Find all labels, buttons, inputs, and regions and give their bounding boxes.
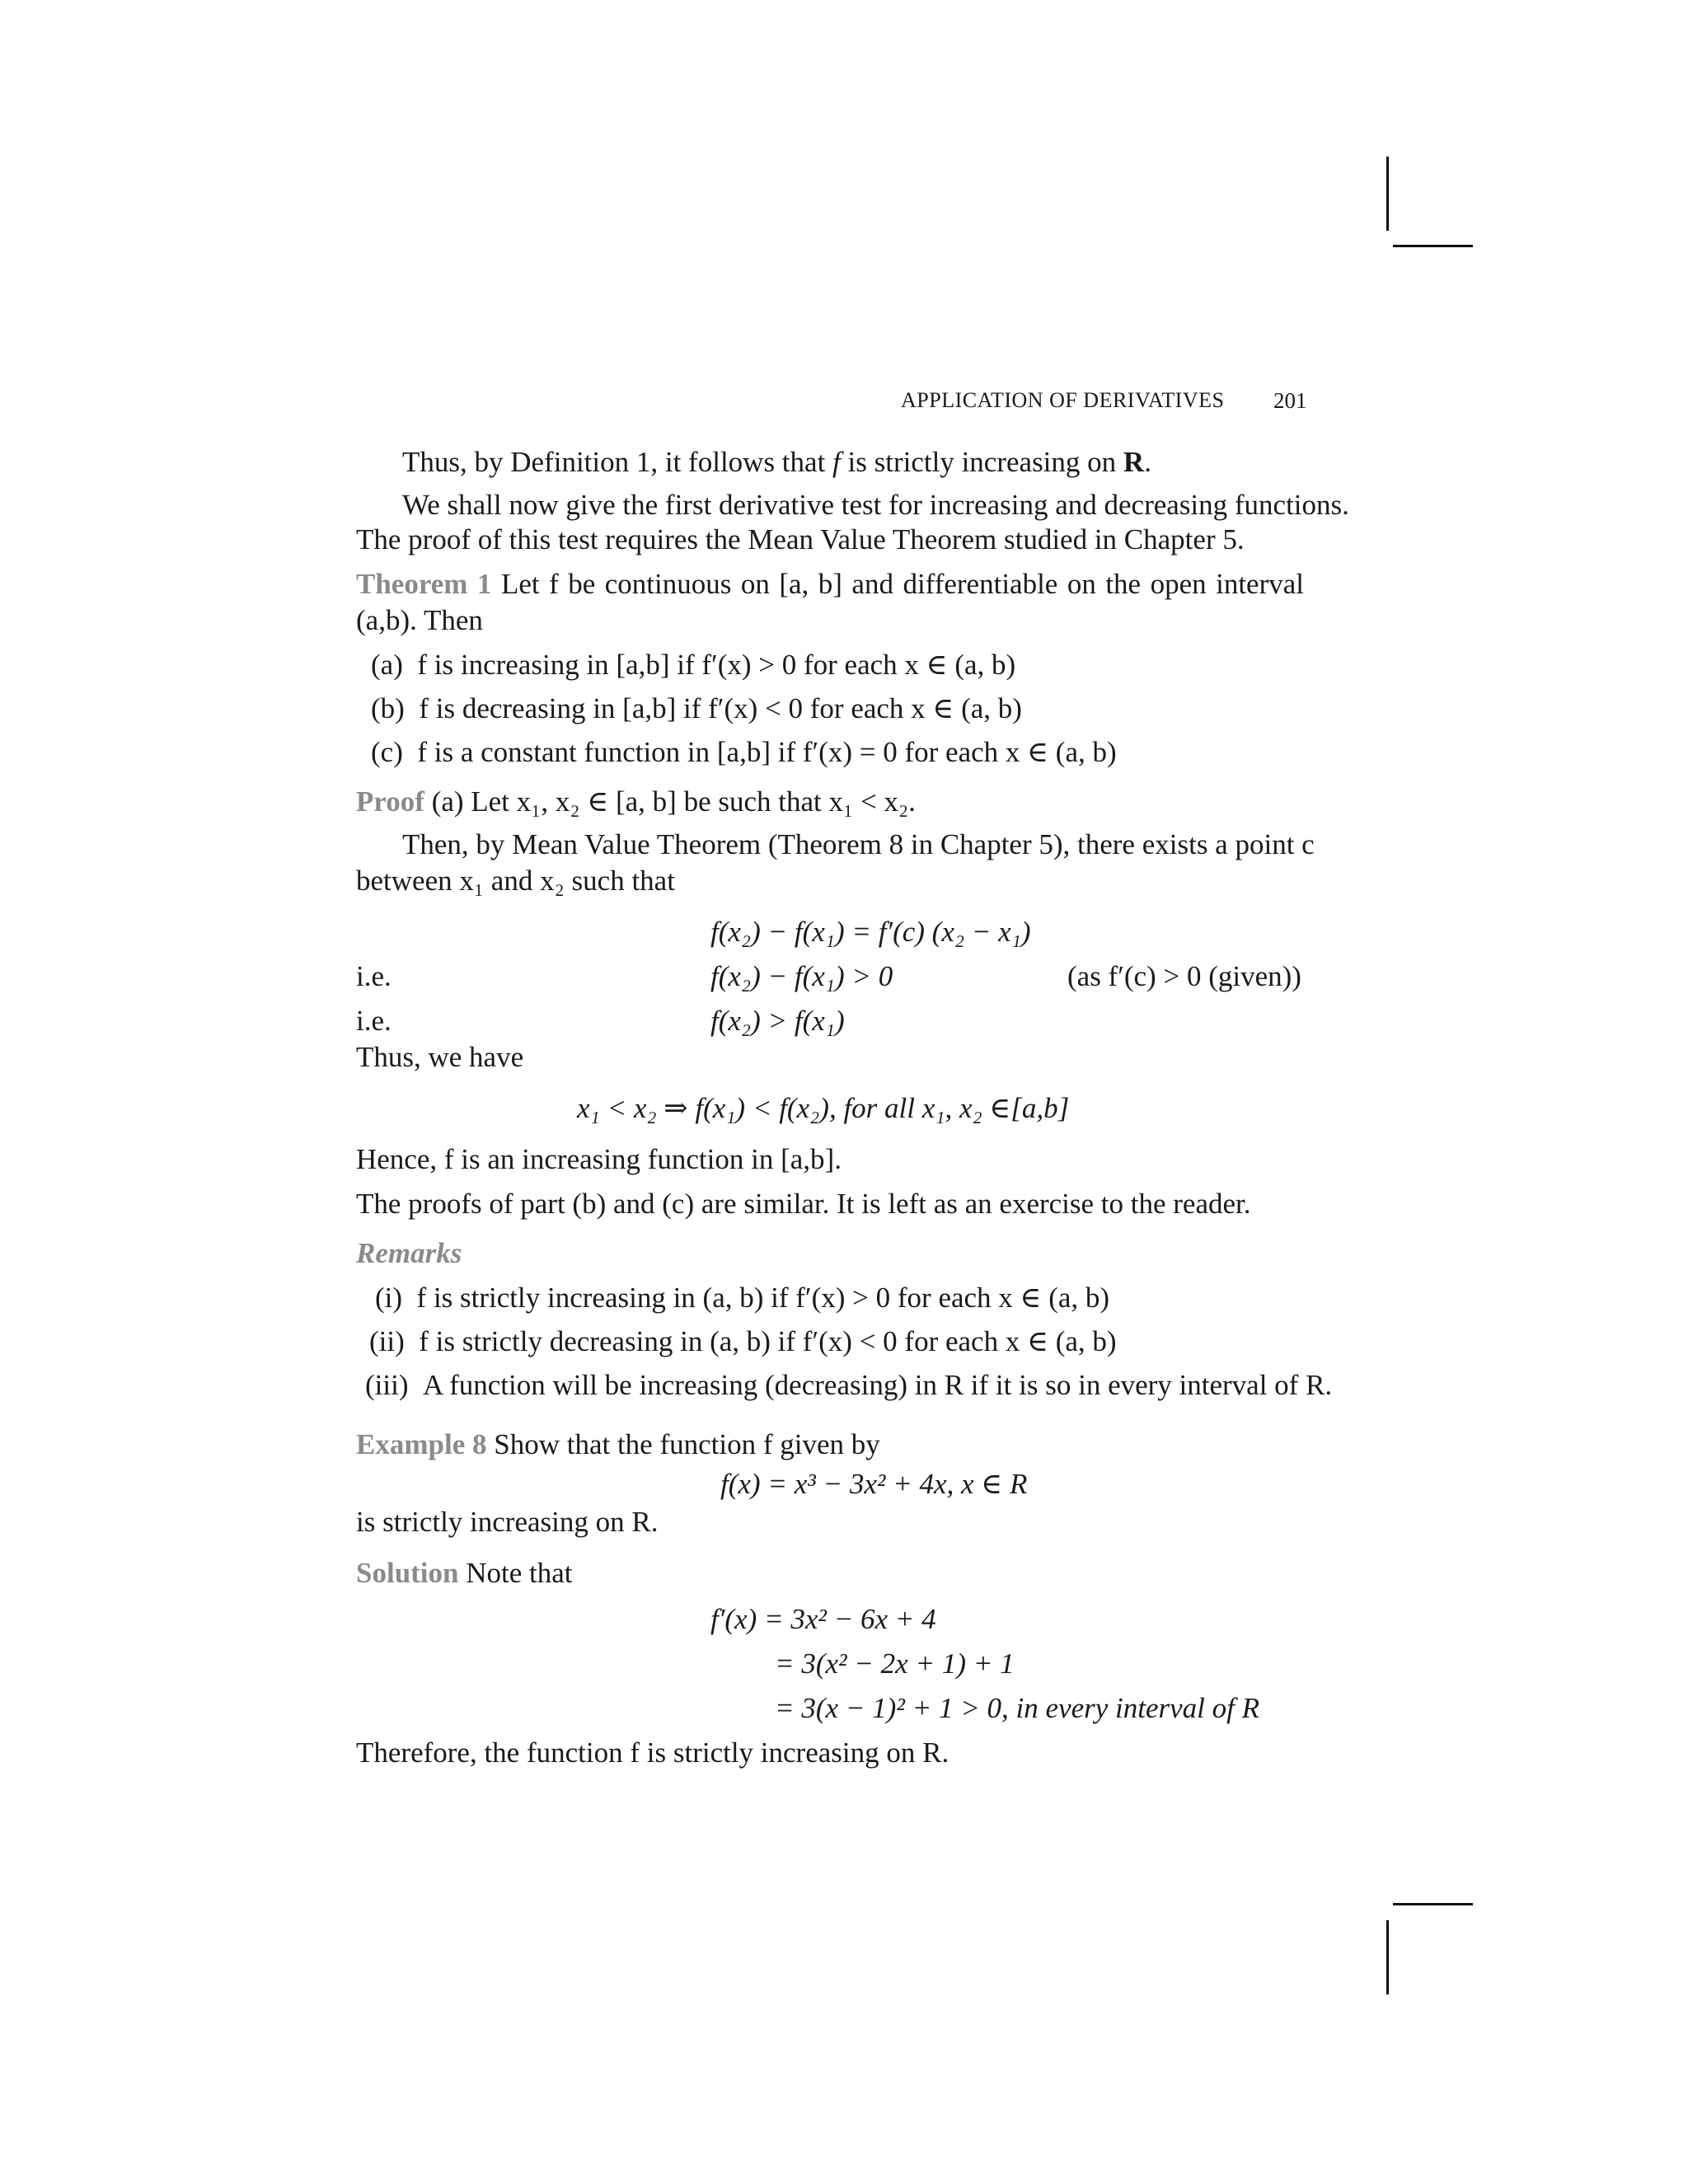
example-equation: f(x) = x³ − 3x² + 4x, x ∈ R <box>720 1468 1028 1500</box>
example-8: Example 8 Show that the function f given by <box>356 1428 880 1460</box>
solution-intro: Solution Note that <box>356 1557 573 1589</box>
crop-mark-top-vertical <box>1386 157 1389 231</box>
solution-line-1: f′(x) = 3x² − 6x + 4 <box>710 1603 936 1635</box>
equation-increasing-implication: x₁ < x₂ ⇒ f(x₁) < f(x₂), for all x₁, x₂ ∈[a,b] <box>577 1092 1070 1124</box>
ie-label-1: i.e. <box>356 960 392 992</box>
page-number: 201 <box>1273 388 1307 413</box>
crop-mark-bottom-vertical <box>1386 1920 1389 1994</box>
ie-label-2: i.e. <box>356 1005 392 1037</box>
remark-item-ii: (ii) f is strictly decreasing in (a, b) if f′(x) < 0 for each x ∈ (a, b) <box>369 1325 1117 1357</box>
example-strictly-increasing: is strictly increasing on R. <box>356 1506 659 1538</box>
paragraph-definition-follows: Thus, by Definition 1, it follows that f is strictly increasing on R. <box>402 446 1151 478</box>
theorem-item-c: (c) f is a constant function in [a,b] if f′(x) = 0 for each x ∈ (a, b) <box>371 736 1117 768</box>
equation-f-greater: f(x₂) > f(x₁) <box>710 1005 845 1037</box>
equation-note-given: (as f′(c) > 0 (given)) <box>1067 960 1301 992</box>
crop-mark-top-horizontal <box>1393 245 1473 247</box>
equation-difference-positive: f(x₂) − f(x₁) > 0 <box>710 960 893 992</box>
proof-intro: Proof (a) Let x₁, x₂ ∈ [a, b] be such that x₁ < x₂. <box>356 785 916 818</box>
proof-mvt-line2: between x₁ and x₂ such that <box>356 865 675 897</box>
paragraph-first-derivative-test-l2: The proof of this test requires the Mean Value Theorem studied in Chapter 5. <box>356 523 1245 555</box>
paragraph-first-derivative-test-l1: We shall now give the first derivative test for increasing and decreasing functions. <box>402 489 1349 521</box>
proof-label: Proof <box>356 785 424 818</box>
solution-conclusion: Therefore, the function f is strictly increasing on R. <box>356 1736 950 1769</box>
theorem-1-line2: (a,b). Then <box>356 604 483 636</box>
solution-line-3: = 3(x − 1)² + 1 > 0, in every interval of R <box>775 1692 1260 1724</box>
remark-item-iii: (iii) A function will be increasing (decreasing) in R if it is so in every interval of R. <box>365 1369 1333 1401</box>
theorem-item-a: (a) f is increasing in [a,b] if f′(x) > 0 for each x ∈ (a, b) <box>371 649 1016 681</box>
solution-line-2: = 3(x² − 2x + 1) + 1 <box>775 1647 1015 1680</box>
crop-mark-bottom-horizontal <box>1393 1903 1473 1905</box>
remarks-heading: Remarks <box>356 1237 462 1269</box>
theorem-label: Theorem 1 <box>356 568 492 600</box>
solution-label: Solution <box>356 1557 459 1589</box>
equation-mvt: f(x₂) − f(x₁) = f′(c) (x₂ − x₁) <box>710 916 1031 948</box>
example-label: Example 8 <box>356 1428 487 1460</box>
thus-we-have: Thus, we have <box>356 1041 524 1073</box>
theorem-item-b: (b) f is decreasing in [a,b] if f′(x) < 0 for each x ∈ (a, b) <box>371 692 1022 724</box>
theorem-1: Theorem 1 Let f be continuous on [a, b] and differentiable on the open interval <box>356 568 1305 600</box>
proof-mvt-line1: Then, by Mean Value Theorem (Theorem 8 in Chapter 5), there exists a point c <box>402 828 1315 860</box>
running-head: APPLICATION OF DERIVATIVES <box>901 388 1225 412</box>
hence-increasing: Hence, f is an increasing function in [a,b]. <box>356 1143 842 1175</box>
remark-item-i: (i) f is strictly increasing in (a, b) if f′(x) > 0 for each x ∈ (a, b) <box>375 1282 1110 1314</box>
proofs-similar: The proofs of part (b) and (c) are similar. It is left as an exercise to the reader. <box>356 1188 1251 1220</box>
